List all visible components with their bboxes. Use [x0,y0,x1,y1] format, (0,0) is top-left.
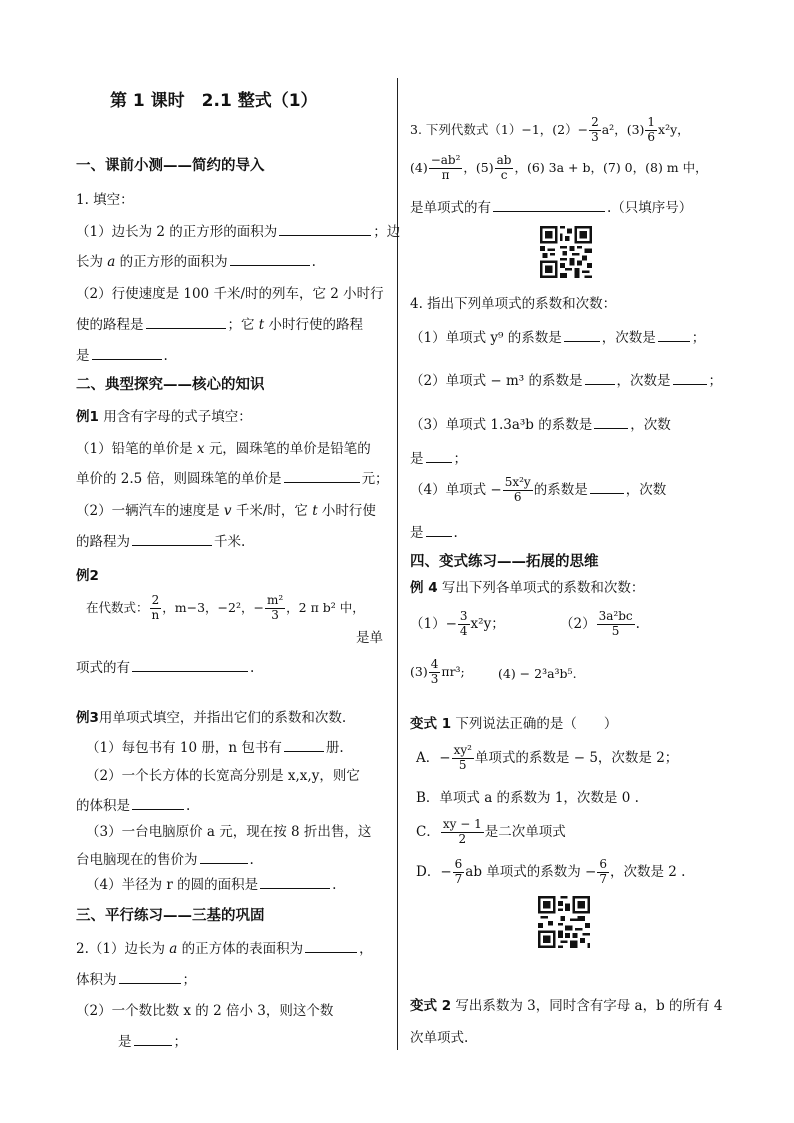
option-c[interactable] [416,818,566,847]
text: ，2 π b² 中， [286,599,365,615]
answer-blank[interactable] [132,795,184,810]
text: （1）每包书有 10 册，n 包书有 [86,740,282,756]
fraction [452,744,474,773]
fraction [495,154,514,183]
ex3-line-2: （2）一个长方体的长宽高分别是 x,x,y，则它 [86,768,360,784]
answer-blank[interactable] [426,522,452,537]
denominator: 3 [430,671,439,686]
q4-line-2 [410,369,722,389]
var: v [223,503,232,519]
text: . [453,525,458,541]
text: （4）半径为 r 的圆的面积是 [86,877,259,893]
variant-label: 变式 1 [410,716,452,732]
denominator: c [500,167,508,182]
text: ，m−3，−2²，− [162,599,264,615]
answer-blank[interactable] [658,327,690,342]
numerator: 1 [647,115,656,129]
text: D．− [416,863,452,880]
answer-blank[interactable] [284,468,360,483]
variant-2-line [410,994,722,1014]
variant-2-line-2: 次单项式. [410,1030,469,1046]
text: 的正方体的表面积为 [181,941,304,957]
text: （2） [560,615,596,632]
text: （1）边长为 2 的正方形的面积为 [76,224,278,240]
text: 用单项式填空，并指出它们的系数和次数. [98,710,347,726]
q2-line-1 [76,937,373,957]
text: 是二次单项式 [484,823,566,840]
variant-label: 变式 2 [410,998,452,1014]
example-3-line [76,706,346,726]
denominator: 6 [513,489,522,504]
denominator: n [151,607,160,622]
text: x²y， [658,121,690,137]
q1-label: 1. 填空： [76,192,134,208]
q3-line-2 [410,154,708,183]
text: . [250,660,255,676]
numerator: ab [496,153,512,167]
qr-code-graphic [540,226,592,278]
q2-line-4 [118,1030,187,1050]
q1-line-2 [76,250,316,270]
fraction [589,116,601,145]
var: a [169,941,178,957]
text: （1）− [410,615,457,632]
q4-label: 4. 指出下列单项式的系数和次数： [410,296,617,312]
text: ，次数是 [601,330,656,346]
option-a[interactable] [416,744,678,773]
ex4-item-3 [410,658,465,687]
answer-blank[interactable] [132,531,212,546]
text: 单项式的系数是 − 5，次数是 2； [474,749,679,766]
numerator: 5x²y [504,475,531,489]
ex2-tail: 是单 [356,630,383,646]
page-title: 第 1 课时 2.1 整式（1） [110,91,318,111]
ex3-line-6 [86,873,336,893]
answer-blank[interactable] [594,414,628,429]
section-2-heading: 二、典型探究——核心的知识 [76,377,265,393]
variant-1-line [410,712,617,732]
text: 元； [361,471,389,487]
text: （3）单项式 1.3a³b 的系数是 [410,417,593,433]
fraction [429,658,441,687]
numerator: xy² [453,743,472,757]
numerator: 6 [599,857,608,871]
text: 写出系数为 3，同时含有字母 a，b 的所有 4 [455,998,723,1014]
denominator: 2 [458,831,467,846]
ex4-item-1 [410,610,505,639]
text: 在代数式： [86,599,149,615]
text: 千米/时，它 [235,503,308,519]
denominator: π [441,167,450,182]
text: 单价的 2.5 倍，则圆珠笔的单价是 [76,471,282,487]
denominator: 6 [647,129,656,144]
ex3-line-1 [86,736,344,756]
text: A．− [416,749,451,766]
numerator: 6 [454,857,463,871]
text: ，次数 [630,417,671,433]
option-d[interactable] [416,858,685,887]
numerator: 3a²bc [598,609,633,623]
text: （1）铅笔的单价是 [76,441,193,457]
text: ab 单项式的系数为 − [465,863,597,880]
ex3-line-3 [76,794,190,814]
text: 千米. [214,534,246,550]
text: （4）单项式 − [410,481,502,498]
ex1-line-3 [76,499,376,519]
denominator: 3 [591,129,599,144]
answer-blank[interactable] [493,197,605,212]
text: . [163,348,168,364]
fraction [458,610,470,639]
text: . [635,615,640,632]
numerator: 2 [150,594,162,609]
text: 的正方形的面积为 [119,254,228,270]
text: ； [182,972,196,988]
q2-line-2 [76,968,196,988]
text: 的体积是 [76,798,130,814]
text: 是 [118,1034,132,1050]
ex3-line-5 [76,848,254,868]
answer-blank[interactable] [260,874,330,889]
fraction [150,594,162,623]
text: .（只填序号） [607,200,693,216]
numerator: −ab² [430,153,461,167]
text: ，(5) [463,159,494,175]
ex1-line-2 [76,467,389,487]
answer-blank[interactable] [119,969,181,984]
q1-line-3: （2）行使速度是 100 千米/时的列车，它 2 小时行 [76,286,384,302]
answer-blank[interactable] [284,737,324,752]
q4-line-3 [410,413,671,433]
text: 长为 [76,254,103,270]
fraction [645,116,657,145]
text: 是 [410,525,424,541]
answer-blank[interactable] [590,479,624,494]
text: . [249,852,254,868]
q3-line-1 [410,116,690,145]
text: ，次数 [625,481,667,498]
text: ，(6) 3a + b，(7) 0，(8) m 中， [514,159,708,175]
text: ； [173,1034,187,1050]
answer-blank[interactable] [564,327,600,342]
q4-line-1 [410,326,705,346]
text: x²y； [470,615,505,632]
fraction [441,818,484,847]
answer-blank[interactable] [279,221,371,236]
text: 用含有字母的式子填空： [103,409,252,425]
text: (3) [410,663,428,679]
option-b[interactable]: B．单项式 a 的系数为 1，次数是 0 . [416,790,639,806]
numerator: xy − 1 [442,817,482,831]
fraction [503,476,533,505]
answer-blank[interactable] [673,370,707,385]
q4-line-5 [410,476,666,505]
denominator: 5 [611,623,620,638]
text: 使的路程是 [76,317,144,333]
fraction [453,858,465,887]
text: (4) [410,159,428,175]
answer-blank[interactable] [134,1031,172,1046]
answer-blank[interactable] [305,938,357,953]
text: 的路程为 [76,534,130,550]
answer-blank[interactable] [92,345,162,360]
text: 下列说法正确的是（ ） [455,716,618,732]
section-4-heading: 四、变式练习——拓展的思维 [410,554,599,570]
fraction [597,858,609,887]
example-label: 例 4 [410,580,438,596]
text: 元，圆珠笔的单价是铅笔的 [208,441,371,457]
ex4-item-4: (4) − 2³a³b⁵. [498,666,577,681]
section-3-heading: 三、平行练习——三基的巩固 [76,908,265,924]
numerator: 4 [430,657,439,671]
text: ； [691,330,706,346]
text: 写出下列各单项式的系数和次数： [441,580,645,596]
q2-line-3: （2）一个数比数 x 的 2 倍小 3，则这个数 [76,1003,334,1019]
text: 的系数是 [533,481,588,498]
var: t [312,503,318,519]
section-1-heading: 一、课前小测——简约的导入 [76,158,265,174]
text: 是 [410,451,424,467]
var: a [107,254,116,270]
q4-line-4 [410,447,467,467]
numerator: 2 [591,115,599,129]
answer-blank[interactable] [146,314,226,329]
text: （1）单项式 y⁹ 的系数是 [410,330,562,346]
example-label: 例1 [76,409,99,425]
ex2-line-2 [76,656,254,676]
qr-code-graphic [538,896,590,948]
answer-blank[interactable] [230,251,310,266]
answer-blank[interactable] [426,448,452,463]
text: . [332,877,337,893]
numerator: 3 [459,609,468,623]
text: 3. 下列代数式（1）−1，(2）− [410,121,589,137]
text: 册. [325,740,344,756]
ex3-line-4: （3）一台电脑原价 a 元，现在按 8 折出售，这 [86,824,372,840]
text: ；边 [373,224,401,240]
text: 是 [76,348,90,364]
text: ； [453,451,467,467]
text: 小时行使的路程 [268,317,364,333]
q1-line-4 [76,313,363,333]
text: πr³; [441,663,465,679]
text: 项式的有 [76,660,130,676]
text: ；它 [227,317,255,333]
answer-blank[interactable] [132,657,248,672]
q3-line-3 [410,196,692,216]
fraction [429,154,463,183]
q4-line-6 [410,521,458,541]
text: ； [708,373,722,389]
denominator: 7 [454,871,463,886]
qr-code-icon[interactable] [540,226,592,278]
text: . [186,798,191,814]
ex4-item-2 [560,610,640,639]
denominator: 7 [599,871,608,886]
answer-blank[interactable] [585,370,615,385]
fraction [597,610,635,639]
var: t [258,317,265,333]
fraction [265,594,285,623]
text: 是单项式的有 [410,200,491,216]
qr-code-icon[interactable] [538,896,590,948]
example-label: 例3 [76,710,99,726]
text: 台电脑现在的售价为 [76,852,198,868]
text: ，次数是 [616,373,671,389]
text: . [311,254,316,270]
answer-blank[interactable] [200,849,248,864]
text: （2）单项式 − m³ 的系数是 [410,373,583,389]
denominator: 3 [271,607,279,622]
var: x [196,441,205,457]
denominator: 5 [458,757,467,772]
text: （2）一辆汽车的速度是 [76,503,220,519]
q1-line-5 [76,344,168,364]
text: 体积为 [76,972,117,988]
ex2-line-1 [86,594,365,623]
ex1-line-1 [76,437,371,457]
q1-line-1 [76,220,400,240]
text: ，次数是 2 . [610,863,686,880]
ex1-line-4 [76,530,245,550]
text: C． [416,823,440,840]
numerator: m² [266,593,284,607]
example-4-line [410,576,644,596]
denominator: 4 [459,623,468,638]
example-1-line [76,405,252,425]
text: ， [359,941,373,957]
example-2-label: 例2 [76,568,99,584]
text: 小时行使 [321,503,376,519]
text: 2.（1）边长为 [76,941,165,957]
text: a²，(3) [601,121,645,137]
